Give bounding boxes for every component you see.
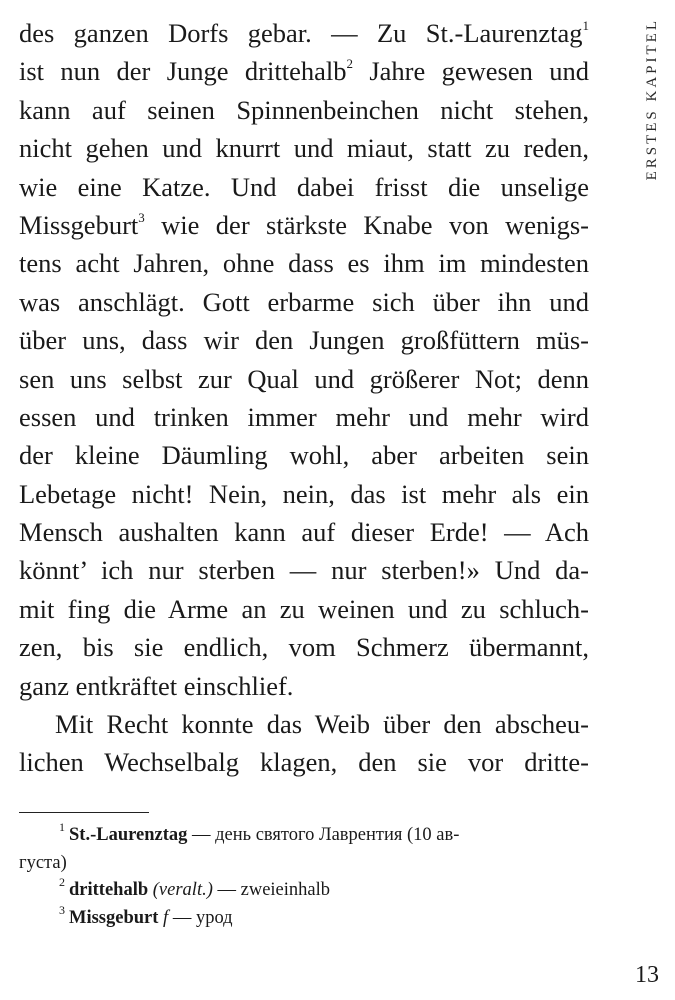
text-line: Lebetage nicht! Nein, nein, das ist mehr als ein bbox=[19, 478, 589, 509]
footnote-3 bbox=[19, 905, 589, 933]
footnote-ref-2: 2 bbox=[346, 56, 353, 72]
text-line: kann auf seinen Spinnenbeinchen nicht stehen, bbox=[19, 94, 589, 125]
footnote-1 bbox=[19, 822, 589, 850]
footnote-marker: 2 bbox=[59, 875, 65, 889]
footnote-ref-3: 3 bbox=[138, 209, 145, 225]
footnote-gloss: — zweieinhalb bbox=[212, 880, 330, 900]
text-line: sen uns selbst zur Qual und größerer Not; denn bbox=[19, 363, 589, 394]
footnote-gloss: — урод bbox=[168, 908, 233, 928]
footnote-ref-1: 1 bbox=[582, 18, 589, 33]
text-line: tens acht Jahren, ohne dass es ihm im mindesten bbox=[19, 248, 589, 279]
footnote-term: St.-Laurenztag bbox=[69, 825, 188, 845]
footnote-term: Missgeburt bbox=[69, 908, 159, 928]
text-line: des ganzen Dorfs gebar. — Zu St.-Laurenztag$^1$ bbox=[19, 18, 589, 48]
running-head: ERSTES KAPITEL bbox=[644, 18, 660, 181]
text-line: Missgeburt$^3$ wie der stärkste Knabe von wenigs- bbox=[19, 209, 589, 240]
text-line: was anschlägt. Gott erbarme sich über ihn und bbox=[19, 286, 589, 317]
text-line: könnt’ ich nur sterben — nur sterben!» Und da- bbox=[19, 555, 589, 586]
text-line: essen und trinken immer mehr und mehr wird bbox=[19, 401, 589, 432]
footnote-2 bbox=[19, 877, 589, 905]
page-number: 13 bbox=[635, 962, 659, 988]
footnote-1-continuation: густа) bbox=[19, 853, 67, 873]
footnote-marker: 1 bbox=[59, 820, 65, 834]
text-line: ist nun der Junge drittehalb$^2$ Jahre gewesen und bbox=[19, 56, 589, 87]
footnote-term: drittehalb bbox=[69, 880, 149, 900]
text-line: mit fing die Arme an zu weinen und zu schluch- bbox=[19, 593, 589, 624]
footnote-separator bbox=[19, 812, 149, 813]
text-line: wie eine Katze. Und dabei frisst die unselige bbox=[19, 171, 589, 202]
footnote-marker: 3 bbox=[59, 903, 65, 917]
text-line: über uns, dass wir den Jungen großfüttern müs- bbox=[19, 325, 589, 356]
text-line: Mensch aushalten kann auf dieser Erde! — Ach bbox=[19, 517, 589, 548]
text-line: ganz entkräftet einschlief. bbox=[19, 670, 294, 701]
text-line: der kleine Däumling wohl, aber arbeiten sein bbox=[19, 440, 589, 471]
text-line: Mit Recht konnte das Weib über den abscheu- bbox=[55, 709, 589, 740]
footnotes bbox=[19, 822, 589, 933]
footnote-grammar: (veralt.) bbox=[148, 880, 213, 900]
body-text bbox=[19, 14, 589, 782]
text-line: zen, bis sie endlich, vom Schmerz übermannt, bbox=[19, 632, 589, 663]
footnote-grammar: f bbox=[158, 908, 169, 928]
footnote-gloss: — день святого Лаврентия (10 ав- bbox=[187, 825, 460, 845]
text-line: lichen Wechselbalg klagen, den sie vor dritte- bbox=[19, 747, 589, 778]
text-line: nicht gehen und knurrt und miaut, statt zu reden, bbox=[19, 133, 589, 164]
